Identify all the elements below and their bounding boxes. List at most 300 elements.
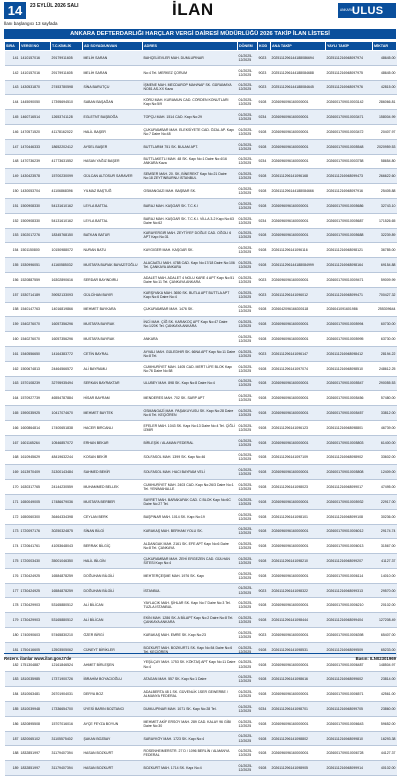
name-cell: ALİ BİLİCAN — [83, 613, 143, 628]
period-cell: 01/2025-12/2025 — [238, 287, 258, 302]
name-cell: SİNA BARUTÇU — [83, 80, 143, 95]
period-cell: 01/2025-12/2025 — [238, 613, 258, 628]
name-cell: NURAN BATU — [83, 243, 143, 258]
address-cell: BUTTLARIM 751 SK. BULAM APT. — [143, 139, 238, 154]
code-cell: 9023 — [258, 583, 271, 598]
column-header: KOD — [258, 42, 271, 51]
ana-takip-cell: 2026096096160000001 — [271, 568, 326, 583]
vergi-no-cell: 1430531870 — [20, 80, 51, 95]
amount-cell: 158004.99 — [373, 110, 397, 125]
amount-cell: 32743.10 — [373, 198, 397, 213]
period-cell: 01/2025-12/2025 — [238, 272, 258, 287]
ana-takip-cell: 2026096096160000001 — [271, 465, 326, 480]
tc-kimlik-cell: 31300143484 — [51, 465, 83, 480]
vergi-no-cell: 1720097176 — [20, 524, 51, 539]
yayli-takip-cell: 2026001709010005548 — [326, 139, 373, 154]
amount-cell: 248612.25 — [373, 361, 397, 376]
name-cell: EGLETNT BAŞBOĞA — [83, 110, 143, 125]
period-cell: 01/2025-12/2025 — [238, 258, 258, 273]
yayli-takip-cell: 2026111216948099473 — [326, 169, 373, 184]
vergi-no-cell: 1601165264 — [20, 435, 51, 450]
code-cell: 9108 — [258, 465, 271, 480]
name-cell: SABAN BAŞAĞAN — [83, 95, 143, 110]
ana-takip-cell: 2026096096160000001 — [271, 376, 326, 391]
tc-kimlik-cell: 10150988072 — [51, 243, 83, 258]
vergi-no-cell: 1810035985 — [20, 672, 51, 687]
sira-cell: 163 — [5, 376, 20, 391]
period-cell: 01/2025-12/2025 — [238, 554, 258, 569]
code-cell: 9108 — [258, 598, 271, 613]
amount-cell: 127208.49 — [373, 613, 397, 628]
name-cell: SAHMED BEKİR — [83, 465, 143, 480]
table-row — [5, 110, 397, 125]
vergi-no-cell: 1650049005 — [20, 494, 51, 509]
vergi-no-cell: 1430053704 — [20, 184, 51, 199]
yayli-takip-cell: 2026001709010005686 — [326, 198, 373, 213]
tc-kimlik-cell: 16584878259 — [51, 583, 83, 598]
tc-kimlik-cell: 15707016016 — [51, 716, 83, 731]
table-row — [5, 406, 397, 421]
table-row — [5, 302, 397, 317]
period-cell: 01/2025-12/2025 — [238, 376, 258, 391]
code-cell: 9108 — [258, 228, 271, 243]
amount-cell: 59652.00 — [373, 716, 397, 731]
address-cell: SOLFASOL MAH. 1399 SK. Kapı No:46 — [143, 450, 238, 465]
sira-cell: 179 — [5, 613, 20, 628]
period-cell: 01/2025-12/2025 — [238, 642, 258, 657]
yayli-takip-cell: 2026111216948098510 — [326, 361, 373, 376]
vergi-no-cell: 1410157016 — [20, 51, 51, 66]
sira-cell: 158 — [5, 302, 20, 317]
table-row — [5, 154, 397, 169]
yayli-takip-cell: 2026111216948099108 — [326, 509, 373, 524]
code-cell: 9108 — [258, 139, 271, 154]
vergi-no-cell: 1460716514 — [20, 110, 51, 125]
amount-cell: 57480.00 — [373, 391, 397, 406]
code-cell: 9108 — [258, 761, 271, 776]
vergi-no-cell: 1540147763 — [20, 302, 51, 317]
sira-cell: 153 — [5, 228, 20, 243]
name-cell: ÖZER BİRGİ — [83, 628, 143, 643]
tc-kimlik-cell: 16057356296 — [51, 317, 83, 332]
period-cell: 01/2025-12/2025 — [238, 154, 258, 169]
code-cell: 9108 — [258, 539, 271, 554]
address-cell: ADALET MAH. ADALET 4 NOLU KARE 4 APT Kapı No:51 Daire No:11 Tel. ÇANKAYA ANKARA — [143, 272, 238, 287]
code-cell: 9108 — [258, 494, 271, 509]
name-cell: MELİH SARAN — [83, 65, 143, 80]
yayli-takip-cell: 2026111216948098121 — [326, 243, 373, 258]
table-row — [5, 761, 397, 776]
name-cell: CÜNEYT BİRİKLER — [83, 642, 143, 657]
tc-kimlik-cell: 16057356296 — [51, 332, 83, 347]
yayli-takip-cell: 2026001709010006012 — [326, 524, 373, 539]
table-row — [5, 598, 397, 613]
period-cell: 01/2025-12/2025 — [238, 346, 258, 361]
name-cell: MELİH SARAN — [83, 51, 143, 66]
sira-cell: 154 — [5, 243, 20, 258]
ana-takip-cell: 2026096096160000001 — [271, 317, 326, 332]
tc-kimlik-cell: 54131610162 — [51, 198, 83, 213]
vergi-no-cell: 1540556650 — [20, 346, 51, 361]
table-row — [5, 169, 397, 184]
column-header: DÖNEM — [238, 42, 258, 51]
yayli-takip-cell: 2025111216948097976 — [326, 80, 373, 95]
table-row — [5, 124, 397, 139]
address-cell: ÇUKURAMBAR MAH. 1476 SK. — [143, 302, 238, 317]
name-cell: HASAN YAĞIZ BAŞER — [83, 154, 143, 169]
period-cell: 01/2025-12/2025 — [238, 420, 258, 435]
code-cell: 9108 — [258, 687, 271, 702]
name-cell: ÜYESİ BARIN BOZTANCI — [83, 702, 143, 717]
sira-cell: 152 — [5, 213, 20, 228]
address-cell: DUMLUPINAR MAH. 1071 SK. Kapı No:28 Tel. — [143, 702, 238, 717]
column-header: ADRES — [143, 42, 238, 51]
address-cell: ÇUKURAMBAR MAH. ELEKSİYETE CAD. ÖZAL AP. Kapı No:7 Daire No:48 — [143, 124, 238, 139]
period-cell: 01/2025-12/2025 — [238, 628, 258, 643]
sira-cell: 169 — [5, 465, 20, 480]
yayli-takip-cell: 2026001709010005932 — [326, 494, 373, 509]
sira-cell: 182 — [5, 657, 20, 672]
address-cell: KÖRÜ MAH. KURAMUN CAD. CÖRDEN KONUTLARI Kapı No:5/9 — [143, 95, 238, 110]
amount-cell: 14010.00 — [373, 568, 397, 583]
tc-kimlik-cell: 17486679036 — [51, 494, 83, 509]
tc-kimlik-cell: 16302890616 — [51, 272, 83, 287]
code-cell: 9023 — [258, 272, 271, 287]
address-cell: ANKARA — [143, 332, 238, 347]
code-cell: 9108 — [258, 391, 271, 406]
amount-cell: 700427.32 — [373, 287, 397, 302]
table-row — [5, 435, 397, 450]
table-row — [5, 450, 397, 465]
amount-cell: 58654.80 — [373, 154, 397, 169]
amount-cell: 41127.37 — [373, 554, 397, 569]
tc-kimlik-cell: 12503505062 — [51, 642, 83, 657]
address-cell: EFELER MAH. 1043 SK. Kapı No:13 Daire No:4 Tel. ÇİĞLİ İZMİR — [143, 420, 238, 435]
name-cell: MUHAMMED BELLEK — [83, 480, 143, 495]
ana-takip-cell: 2026111296141096116 — [271, 243, 326, 258]
name-cell: ALİ BAYRAMLI — [83, 361, 143, 376]
table-row — [5, 539, 397, 554]
tc-kimlik-cell: 17371900726 — [51, 672, 83, 687]
table-head — [5, 42, 397, 51]
page-footer — [4, 653, 396, 662]
period-cell: 01/2025-12/2025 — [238, 509, 258, 524]
amount-cell: 20407.97 — [373, 124, 397, 139]
address-cell: MENDERES MAH. 702 SK. SARP APT — [143, 391, 238, 406]
sira-cell: 161 — [5, 346, 20, 361]
ana-takip-cell: 2026096096160000001 — [271, 154, 326, 169]
sira-cell: 170 — [5, 480, 20, 495]
issue-date: 23 EYLÜL 2026 SALI — [30, 3, 79, 9]
code-cell: 9234 — [258, 702, 271, 717]
sira-cell: 162 — [5, 361, 20, 376]
name-cell: MEHMET BAYTEK — [83, 406, 143, 421]
ana-takip-cell: 2026096096160000001 — [271, 539, 326, 554]
ana-takip-cell: 2026111296141098101 — [271, 509, 326, 524]
ana-takip-cell: 2026096096160000001 — [271, 95, 326, 110]
ana-takip-cell: 2026096096160000001 — [271, 110, 326, 125]
yayli-takip-cell: 2026001709010003142 — [326, 95, 373, 110]
amount-cell: 22917.00 — [373, 494, 397, 509]
sira-cell: 171 — [5, 494, 20, 509]
address-cell: ROSENHEIMERSTR. 27 D / 1096 BERLİN / ALMANYA FEDERAL — [143, 746, 238, 761]
code-cell: 9108 — [258, 376, 271, 391]
name-cell: AYSEL BAŞER — [83, 139, 143, 154]
sira-cell: 174 — [5, 539, 20, 554]
period-cell: 01/2025-12/2025 — [238, 317, 258, 332]
address-cell: SARAYKÖY MAH. 1723 SK. Kapı No:4 — [143, 731, 238, 746]
name-cell: MUSTAFA BAYRAK — [83, 332, 143, 347]
tc-kimlik-cell: 27453780598 — [51, 80, 83, 95]
period-cell: 01/2025-12/2025 — [238, 406, 258, 421]
tc-kimlik-cell: 48419632244 — [51, 450, 83, 465]
vergi-no-cell: 1530714189 — [20, 287, 51, 302]
vergi-no-cell: 1610945629 — [20, 450, 51, 465]
table-header-row — [5, 42, 397, 51]
ana-takip-cell: 2026096096160000001 — [271, 213, 326, 228]
amount-cell: 2020959.53 — [373, 139, 397, 154]
code-cell: 9234 — [258, 154, 271, 169]
amount-cell: 44127.37 — [373, 746, 397, 761]
code-cell: 9108 — [258, 124, 271, 139]
ana-takip-cell: 2026096096160000001 — [271, 657, 326, 672]
table-body — [5, 51, 397, 776]
vergi-no-cell: 1820065102 — [20, 731, 51, 746]
vergi-no-cell: 1730429903 — [20, 613, 51, 628]
page-number: 14 — [4, 2, 26, 19]
vergi-no-cell: 1751304887 — [20, 657, 51, 672]
name-cell: DOĞUHAN BİLGİLİ — [83, 583, 143, 598]
period-cell: 01/2025-12/2025 — [238, 539, 258, 554]
vergi-no-cell: 1502017276 — [20, 228, 51, 243]
amount-cell: 12409.00 — [373, 465, 397, 480]
code-cell: 9108 — [258, 332, 271, 347]
amount-cell: 33602.00 — [373, 450, 397, 465]
amount-cell: 32239.89 — [373, 228, 397, 243]
ana-takip-cell: 2026096096160000001 — [271, 746, 326, 761]
name-cell: HACER BIRCANLI — [83, 420, 143, 435]
vergi-no-cell: 1810063481 — [20, 687, 51, 702]
period-cell: 01/2025-12/2025 — [238, 494, 258, 509]
code-cell: 9108 — [258, 95, 271, 110]
tc-kimlik-cell: 41106868396 — [51, 184, 83, 199]
amount-cell: 61400.00 — [373, 435, 397, 450]
address-cell: BİRLEŞİK / ALAMAN FEDERAL — [143, 435, 238, 450]
table-row — [5, 716, 397, 731]
name-cell: GÜLCAN ALTOSUR SARAVER — [83, 169, 143, 184]
name-cell: ALİ BİLİCAN — [83, 598, 143, 613]
ana-takip-cell: 2026111296141097074 — [271, 361, 326, 376]
tc-kimlik-cell: 57465830210 — [51, 628, 83, 643]
amount-cell: 30236.00 — [373, 509, 397, 524]
code-cell: 9108 — [258, 258, 271, 273]
tc-kimlik-cell: 17336654700 — [51, 702, 83, 717]
code-cell: 9108 — [258, 420, 271, 435]
sira-cell: 156 — [5, 272, 20, 287]
yayli-takip-cell: 2026001709010003472 — [326, 124, 373, 139]
period-cell: 01/2025-12/2025 — [238, 583, 258, 598]
footer-left: Rezerv. ilanlar www.ilan.gov.tr'de — [4, 655, 72, 661]
period-cell: 01/2025-12/2025 — [238, 124, 258, 139]
name-cell: CETİN BAYRAL — [83, 346, 143, 361]
column-header: YAYLI TAKİP — [326, 42, 373, 51]
code-cell: 9108 — [258, 480, 271, 495]
period-cell: 01/2025-12/2025 — [238, 672, 258, 687]
vergi-no-cell: 1730424925 — [20, 568, 51, 583]
period-cell: 01/2025-12/2025 — [238, 243, 258, 258]
amount-cell: 148504.97 — [373, 657, 397, 672]
yayli-takip-cell: 2026001709010005457 — [326, 406, 373, 421]
tc-kimlik-cell: 29179911605 — [51, 51, 83, 66]
period-cell: 01/2025-12/2025 — [238, 657, 258, 672]
ana-takip-cell: 2026096096160000001 — [271, 628, 326, 643]
amount-cell: 29174.74 — [373, 524, 397, 539]
address-cell: BOZKURT MAH. BOZKURT1 SK. Kapı No:54 Daire No:6 Tel. KEÇİÖREN — [143, 642, 238, 657]
yayli-takip-cell: 2026111216948099313 — [326, 583, 373, 598]
tc-kimlik-cell: 31105575402 — [51, 731, 83, 746]
table-row — [5, 272, 397, 287]
code-cell: 9108 — [258, 435, 271, 450]
vergi-no-cell: 1820895508 — [20, 716, 51, 731]
ana-takip-cell: 2026096096160000001 — [271, 272, 326, 287]
tc-kimlik-cell: 41160585032 — [51, 258, 83, 273]
tc-kimlik-cell: 29179911605 — [51, 65, 83, 80]
table-row — [5, 346, 397, 361]
code-cell: 9108 — [258, 450, 271, 465]
amount-cell: 40102.00 — [373, 761, 397, 776]
tax-list-table — [4, 41, 397, 776]
code-cell: 9108 — [258, 524, 271, 539]
vergi-no-cell: 1630317765 — [20, 480, 51, 495]
ana-takip-cell: 2026096096160000001 — [271, 198, 326, 213]
column-header: SIRA — [5, 42, 20, 51]
amount-cell: 266622.60 — [373, 169, 397, 184]
table-row — [5, 361, 397, 376]
yayli-takip-cell: 2026001709010006643 — [326, 716, 373, 731]
tc-kimlik-cell: 53165880512 — [51, 613, 83, 628]
amount-cell: 65233.00 — [373, 642, 397, 657]
amount-cell: 42815.00 — [373, 80, 397, 95]
tc-kimlik-cell: 32795935494 — [51, 376, 83, 391]
yayli-takip-cell: 2026111216948098801 — [326, 420, 373, 435]
code-cell: 9108 — [258, 509, 271, 524]
period-cell: 01/2025-12/2025 — [238, 65, 258, 80]
ana-takip-cell: 2026111296141096012 — [271, 287, 326, 302]
tc-kimlik-cell: 53165880512 — [51, 598, 83, 613]
yayli-takip-cell: 2026111216948099705 — [326, 702, 373, 717]
yayli-takip-cell: 2026001709010006487 — [326, 657, 373, 672]
address-cell: KAYGIGER MAH. KAŞGAR SK. — [143, 243, 238, 258]
tc-kimlik-cell: 54131610162 — [51, 213, 83, 228]
period-cell: 01/2025-12/2025 — [238, 435, 258, 450]
period-cell: 01/2025-12/2025 — [238, 198, 258, 213]
name-cell: GÜLCİHAN BAYIR — [83, 287, 143, 302]
period-cell: 01/2025-12/2025 — [238, 524, 258, 539]
name-cell: SERKAN BAYRAKTAR — [83, 376, 143, 391]
yayli-takip-cell: 2026001709010006728 — [326, 746, 373, 761]
ana-takip-cell: 2026111296141096123 — [271, 420, 326, 435]
sira-cell: 155 — [5, 258, 20, 273]
sira-cell: 166 — [5, 420, 20, 435]
period-cell: 01/2025-12/2025 — [238, 80, 258, 95]
sira-cell: 146 — [5, 124, 20, 139]
address-cell: MEHMET AKİF ERSOY MAH. 289 CAD. KALAY 96 GİBI Daire No:30 — [143, 716, 238, 731]
yayli-takip-cell: 2026111216948098164 — [326, 258, 373, 273]
name-cell: AYÇE FEYZA BOYUN — [83, 716, 143, 731]
name-cell: KOSAN BEKİR — [83, 450, 143, 465]
name-cell: HALİL BAŞER — [83, 124, 143, 139]
address-cell: EKİN MAH. 1286 SK. A BİLAPT Kapı No:2 Daire No:8 Tel. ÇANKAYA ANKARA — [143, 613, 238, 628]
amount-cell: 47495.00 — [373, 480, 397, 495]
sira-cell: 186 — [5, 716, 20, 731]
code-cell: 9108 — [258, 169, 271, 184]
name-cell: AHMET BİRLEŞEN — [83, 657, 143, 672]
amount-cell: 46739.00 — [373, 420, 397, 435]
vergi-no-cell: 1740090603 — [20, 628, 51, 643]
address-cell: MEHTERÇEŞME MAH. 1976 SK. Kapı — [143, 568, 238, 583]
amount-cell: 65407.00 — [373, 628, 397, 643]
ana-takip-cell: 2026111296141098802 — [271, 731, 326, 746]
code-cell: 9108 — [258, 198, 271, 213]
code-cell: 9023 — [258, 346, 271, 361]
vergi-no-cell: 1600864814 — [20, 420, 51, 435]
ana-takip-cell: 2026042096166300118 — [271, 302, 326, 317]
code-cell: 9023 — [258, 65, 271, 80]
code-cell: 9108 — [258, 613, 271, 628]
period-cell: 01/2025-12/2025 — [238, 702, 258, 717]
name-cell: ERHAN BEKAR — [83, 435, 143, 450]
ana-takip-cell: 2026096096160000001 — [271, 228, 326, 243]
code-cell: 9108 — [258, 642, 271, 657]
logo-big-text: ULUS — [352, 4, 384, 17]
ana-takip-cell: 2026111296141098531 — [271, 642, 326, 657]
name-cell: MUSTAFA BAYRAK — [83, 317, 143, 332]
yayli-takip-cell: 2026111216948099404 — [326, 613, 373, 628]
table-row — [5, 213, 397, 228]
tc-kimlik-cell: 10417074670 — [51, 406, 83, 421]
address-cell: BARAJ MAH. KAŞGAR SK. T.C.K.I — [143, 198, 238, 213]
ana-takip-cell: 2026111296141097109 — [271, 450, 326, 465]
period-cell: 01/2025-12/2025 — [238, 761, 258, 776]
period-cell: 01/2025-12/2025 — [238, 228, 258, 243]
table-row — [5, 258, 397, 273]
sira-cell: 147 — [5, 139, 20, 154]
address-cell: ALDANGAK MAH. 2161 SK. EFE APT Kapı No:6 Daire No:8 Tel. ÇANKAYA — [143, 539, 238, 554]
yayli-takip-cell: 2026111216948098902 — [326, 450, 373, 465]
name-cell: MUSTAFA BERBER — [83, 494, 143, 509]
address-cell: CUMHURİYET MAH. 2403 CAD. Kapı No:26/3 Daire No:1 Tel. YENİMAHALLE — [143, 480, 238, 495]
sira-cell: 160 — [5, 332, 20, 347]
vergi-no-cell: 1730429903 — [20, 598, 51, 613]
tc-kimlik-cell: 18652202412 — [51, 139, 83, 154]
yayli-takip-cell: 2025111216948097975 — [326, 65, 373, 80]
table-row — [5, 568, 397, 583]
ana-takip-cell: 2026096096160000001 — [271, 598, 326, 613]
address-cell: KARAYERGIR MAH. ZEYTİYEF DOĞLE CAD. OĞOLI 6 APT Kapı No:31 — [143, 228, 238, 243]
address-cell: YEŞİLÇAY MAH. 1753 SK. KÖKTAŞ APT Kapı No:11 Daire No:4 — [143, 657, 238, 672]
ana-takip-cell: 2026096096160000001 — [271, 406, 326, 421]
period-cell: 01/2025-12/2025 — [238, 598, 258, 613]
vergi-no-cell: 1410157016 — [20, 65, 51, 80]
tc-kimlik-cell: 41773631552 — [51, 154, 83, 169]
table-row — [5, 198, 397, 213]
table-row — [5, 465, 397, 480]
code-cell: 9108 — [258, 317, 271, 332]
address-cell: TOPÇU MAH. 1514 CAD. Kapı No:29 — [143, 110, 238, 125]
sira-cell: 178 — [5, 598, 20, 613]
amount-cell: 28194.22 — [373, 346, 397, 361]
amount-cell: 48645.00 — [373, 65, 397, 80]
